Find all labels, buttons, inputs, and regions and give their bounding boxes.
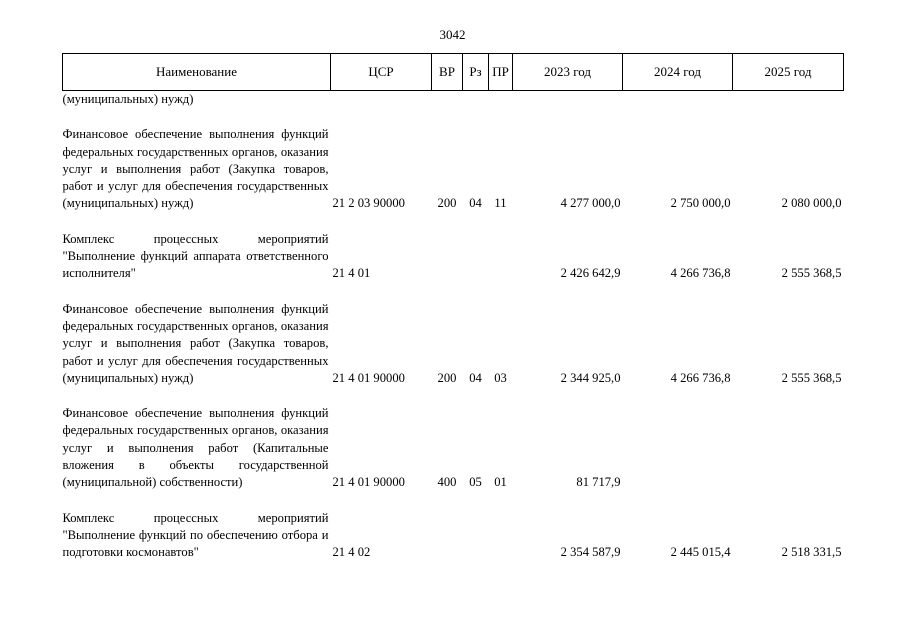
budget-table xyxy=(62,53,844,562)
row-pr: 11 xyxy=(494,196,507,211)
row-pr xyxy=(489,91,513,109)
row-2025: 2 080 000,0 xyxy=(781,196,842,211)
table-row xyxy=(63,231,844,283)
row-2024 xyxy=(623,91,733,109)
header-vr: ВР xyxy=(432,54,463,91)
row-vr: 200 xyxy=(437,370,457,385)
row-rz: 05 xyxy=(469,475,482,490)
row-2024: 2 750 000,0 xyxy=(670,196,731,211)
row-2025 xyxy=(733,91,844,109)
row-2025: 2 555 368,5 xyxy=(781,266,842,281)
row-name: Финансовое обеспечение выполнения функций федеральных государственных органов, оказания услуг и выполнения работ (Закупка товаров, работ и услуг для обеспечения государственных (муниципальных) нужд) xyxy=(62,301,329,385)
row-spacer xyxy=(63,213,844,231)
row-pr: 01 xyxy=(494,475,507,490)
row-csr: 21 4 01 xyxy=(332,266,371,281)
header-2023: 2023 год xyxy=(513,54,623,91)
row-2025: 2 518 331,5 xyxy=(781,545,842,560)
row-2025 xyxy=(733,405,844,491)
header-2025: 2025 год xyxy=(733,54,844,91)
row-rz xyxy=(463,91,489,109)
header-name: Наименование xyxy=(63,54,331,91)
row-csr: 21 4 02 xyxy=(332,545,371,560)
header-rz: Рз xyxy=(463,54,489,91)
header-pr: ПР xyxy=(489,54,513,91)
page-number: 3042 xyxy=(439,27,466,42)
row-2023: 2 426 642,9 xyxy=(560,266,621,281)
row-2023: 2 344 925,0 xyxy=(560,370,621,385)
table-row xyxy=(63,405,844,491)
row-rz: 04 xyxy=(469,196,482,211)
row-name: Финансовое обеспечение выполнения функций федеральных государственных органов, оказания услуг и выполнения работ (Капитальные вложения в объекты государственной (муниципальной) собственности) xyxy=(62,406,329,490)
row-spacer xyxy=(63,387,844,405)
row-name: Комплекс процессных мероприятий "Выполнение функций по обеспечению отбора и подготовки космонавтов" xyxy=(62,510,329,560)
table-header-row xyxy=(63,54,844,91)
row-pr xyxy=(489,510,513,562)
row-name: Комплекс процессных мероприятий "Выполнение функций аппарата ответственного исполнителя" xyxy=(62,231,329,281)
row-name: (муниципальных) нужд) xyxy=(62,92,194,106)
row-name: Финансовое обеспечение выполнения функций федеральных государственных органов, оказания услуг и выполнения работ (Закупка товаров, работ и услуг для обеспечения государственных (муниципальных) нужд) xyxy=(62,127,329,211)
row-2025: 2 555 368,5 xyxy=(781,370,842,385)
header-2024: 2024 год xyxy=(623,54,733,91)
row-2024: 4 266 736,8 xyxy=(670,370,731,385)
row-rz xyxy=(463,510,489,562)
row-rz xyxy=(463,231,489,283)
row-pr xyxy=(489,231,513,283)
row-2024: 2 445 015,4 xyxy=(670,545,731,560)
row-vr xyxy=(432,91,463,109)
row-2023: 2 354 587,9 xyxy=(560,545,621,560)
row-csr: 21 2 03 90000 xyxy=(332,196,405,211)
row-vr: 400 xyxy=(437,475,457,490)
row-vr: 200 xyxy=(437,196,457,211)
row-2023 xyxy=(513,91,623,109)
row-2023: 81 717,9 xyxy=(576,475,621,490)
table-row xyxy=(63,301,844,387)
header-csr: ЦСР xyxy=(331,54,432,91)
row-2023: 4 277 000,0 xyxy=(560,196,621,211)
row-pr: 03 xyxy=(494,370,507,385)
row-spacer xyxy=(63,108,844,126)
row-spacer xyxy=(63,492,844,510)
row-csr xyxy=(331,91,432,109)
row-2024: 4 266 736,8 xyxy=(670,266,731,281)
row-csr: 21 4 01 90000 xyxy=(332,370,405,385)
row-spacer xyxy=(63,283,844,301)
row-csr: 21 4 01 90000 xyxy=(332,475,405,490)
row-vr xyxy=(432,231,463,283)
row-rz: 04 xyxy=(469,370,482,385)
table-row xyxy=(63,91,844,109)
table-row xyxy=(63,510,844,562)
row-2024 xyxy=(623,405,733,491)
table-row xyxy=(63,126,844,212)
row-vr xyxy=(432,510,463,562)
